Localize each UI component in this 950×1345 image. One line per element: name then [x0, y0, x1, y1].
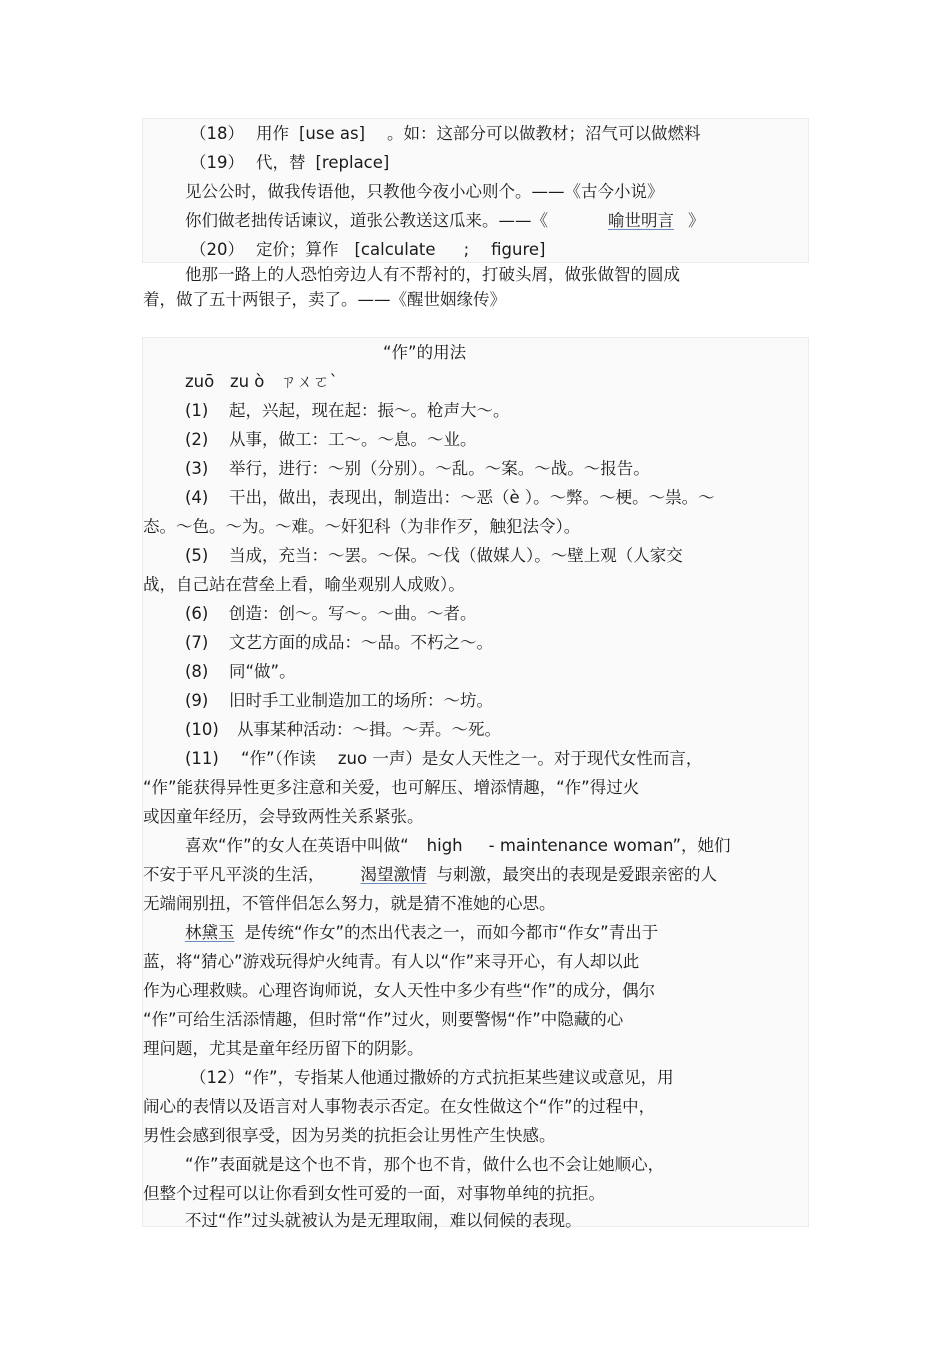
entry-19: （19） 代，替 [replace]: [190, 153, 390, 172]
link-kewangjiqing[interactable]: 渴望激情: [360, 865, 427, 884]
pinyin-line: zuō zu ò ㄗㄨㄛˋ: [185, 372, 338, 391]
paragraph-1-line-3: 无端闹别扭，不管伴侣怎么努力，就是猜不准她的心思。: [143, 894, 556, 913]
paragraph-3-line-1: （12）“作”，专指某人他通过撒娇的方式抗拒某些建议或意见，用: [190, 1068, 674, 1087]
paragraph-2-line-4: “作”可给生活添情趣，但时常“作”过火，则要警惕“作”中隐藏的心: [143, 1010, 624, 1029]
paragraph-2-line-1: 林黛玉 是传统“作女”的杰出代表之一，而如今都市“作女”青出于: [185, 923, 659, 942]
paragraph-2-line-3: 作为心理救赎。心理咨询师说，女人天性中多少有些“作”的成分，偶尔: [143, 981, 656, 1000]
paragraph-2-line-5: 理问题，尤其是童年经历留下的阴影。: [143, 1039, 424, 1058]
list-item-continued: 战，自己站在营垒上看，喻坐观别人成败）。: [143, 575, 465, 594]
link-yushimingyan[interactable]: 喻世明言: [608, 211, 674, 230]
quote-3-line-2: 着，做了五十两银子，卖了。——《醒世姻缘传》: [143, 290, 506, 309]
list-item-continued: 态。～色。～为。～难。～奸犯科（为非作歹，触犯法令）。: [143, 517, 581, 536]
list-item: (7) 文艺方面的成品：～品。不朽之～。: [185, 633, 493, 652]
quote-1: 见公公时，做我传语他，只教他今夜小心则个。——《古今小说》: [185, 182, 664, 201]
list-item: (9) 旧时手工业制造加工的场所：～坊。: [185, 691, 493, 710]
paragraph-1-line-2: 不安于平凡平淡的生活， 渴望激情 与刺激，最突出的表现是爱跟亲密的人: [143, 865, 717, 884]
entry-20: （20） 定价；算作 [calculate ; figure]: [190, 240, 546, 259]
list-item-continued: 或因童年经历，会导致两性关系紧张。: [143, 807, 424, 826]
list-item-continued: “作”能获得异性更多注意和关爱，也可解压、增添情趣，“作”得过火: [143, 778, 640, 797]
list-item: (10) 从事某种活动：～揖。～弄。～死。: [185, 720, 501, 739]
list-item: (11) “作”（作读 zuo 一声）是女人天性之一。对于现代女性而言，: [185, 749, 703, 768]
list-item: (1) 起，兴起，现在起：振～。枪声大～。: [185, 401, 510, 420]
list-item: (6) 创造：创～。写～。～曲。～者。: [185, 604, 477, 623]
paragraph-4-line-2: 但整个过程可以让你看到女性可爱的一面，对事物单纯的抗拒。: [143, 1184, 605, 1203]
entry-18: （18） 用作 [use as] 。如：这部分可以做教材；沼气可以做燃料: [190, 124, 701, 143]
list-item: (4) 干出，做出，表现出，制造出：～恶（è ）。～弊。～梗。～祟。～: [185, 488, 715, 507]
list-item: (5) 当成，充当：～罢。～保。～伐（做媒人）。～壁上观（人家交: [185, 546, 683, 565]
link-lindaiyu[interactable]: 林黛玉: [185, 923, 235, 942]
paragraph-2-line-2: 蓝，将“猜心”游戏玩得炉火纯青。有人以“作”来寻开心，有人却以此: [143, 952, 640, 971]
paragraph-4-line-1: “作”表面就是这个也不肯，那个也不肯，做什么也不会让她顺心，: [185, 1155, 665, 1174]
paragraph-1-line-1: 喜欢“作”的女人在英语中叫做“ high - maintenance woman”，她们: [185, 836, 731, 855]
quote-3-line-1: 他那一路上的人恐怕旁边人有不帮衬的，打破头屑，做张做智的圆成: [185, 265, 680, 284]
paragraph-3-line-3: 男性会感到很享受，因为另类的抗拒会让男性产生快感。: [143, 1126, 556, 1145]
quote-2: 你们做老拙传话谏议，道张公教送这瓜来。——《 喻世明言 》: [185, 211, 705, 230]
section-title: “作”的用法: [383, 343, 467, 362]
list-item: (3) 举行，进行：～别（分别）。～乱。～案。～战。～报告。: [185, 459, 650, 478]
list-item: (8) 同“做”。: [185, 662, 296, 681]
paragraph-3-line-2: 闹心的表情以及语言对人事物表示否定。在女性做这个“作”的过程中，: [143, 1097, 656, 1116]
list-item: (2) 从事，做工：工～。～息。～业。: [185, 430, 477, 449]
paragraph-5: 不过“作”过头就被认为是无理取闹，难以伺候的表现。: [185, 1211, 582, 1230]
